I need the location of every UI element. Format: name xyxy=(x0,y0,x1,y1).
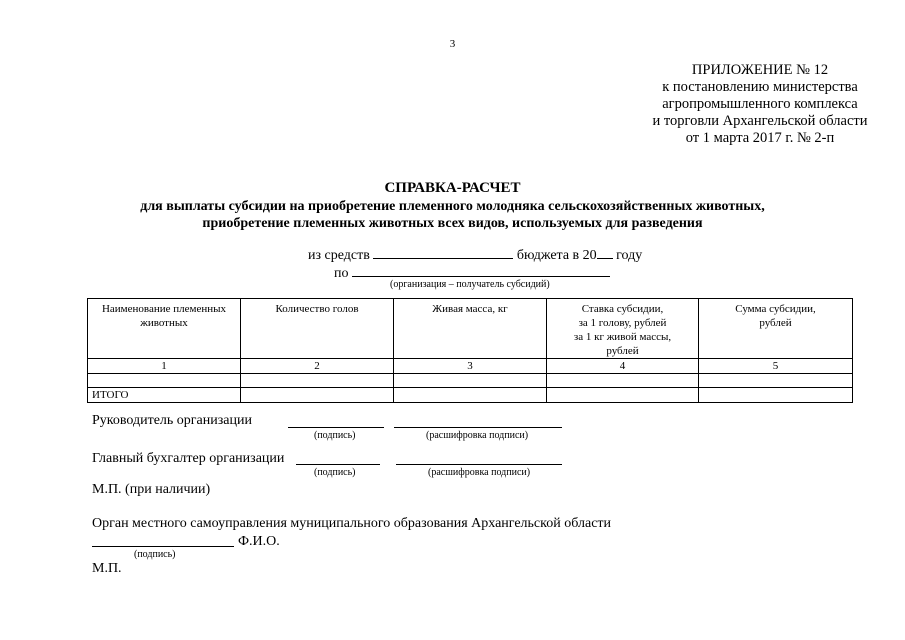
form-subtitle xyxy=(0,198,905,232)
appendix-line-4: и торговли Архангельской области xyxy=(652,113,868,129)
head-signature-caption: (подпись) xyxy=(314,430,356,441)
table-cell[interactable] xyxy=(394,388,547,403)
column-number: 4 xyxy=(547,359,699,374)
form-subtitle-line-1: для выплаты субсидии на приобретение племенного молодняка сельскохозяйственных животных, xyxy=(140,199,765,214)
table-row-total xyxy=(88,388,853,403)
table-cell[interactable] xyxy=(699,374,853,388)
organization-caption: (организация – получатель субсидий) xyxy=(390,279,550,290)
table-cell[interactable] xyxy=(394,374,547,388)
column-number: 5 xyxy=(699,359,853,374)
accountant-label: Главный бухгалтер организации xyxy=(92,451,285,466)
table-cell[interactable] xyxy=(699,388,853,403)
accountant-signature-line[interactable] xyxy=(296,464,380,465)
table-row xyxy=(88,374,853,388)
table-cell[interactable] xyxy=(547,374,699,388)
stamp-if-any: М.П. (при наличии) xyxy=(92,482,211,497)
column-number: 3 xyxy=(394,359,547,374)
by-label: по xyxy=(334,266,349,281)
budget-field[interactable] xyxy=(373,245,513,259)
subsidy-table xyxy=(87,298,853,403)
appendix-line-5: от 1 марта 2017 г. № 2-п xyxy=(685,130,835,146)
header-breed-name: Наименование племенных животных xyxy=(88,299,241,359)
table-cell[interactable] xyxy=(547,388,699,403)
funds-prefix: из средств xyxy=(308,248,370,263)
funds-middle: бюджета в 20 xyxy=(516,248,597,263)
funds-suffix: году xyxy=(616,248,643,263)
form-title: СПРАВКА-РАСЧЕТ xyxy=(384,180,521,196)
header-live-weight: Живая масса, кг xyxy=(394,299,547,359)
year-field[interactable] xyxy=(597,245,613,259)
appendix-block xyxy=(590,62,905,147)
table-cell[interactable] xyxy=(241,388,394,403)
header-head-count: Количество голов xyxy=(241,299,394,359)
accountant-decode-line[interactable] xyxy=(396,464,562,465)
page-number: 3 xyxy=(449,38,456,50)
appendix-line-3: агропромышленного комплекса xyxy=(662,96,858,112)
appendix-line-2: к постановлению министерства xyxy=(662,79,858,95)
table-header-row xyxy=(88,299,853,359)
funds-line xyxy=(308,245,642,264)
header-subsidy-rate: Ставка субсидии, за 1 голову, рублей за 1 кг живой массы, рублей xyxy=(547,299,699,359)
column-number: 2 xyxy=(241,359,394,374)
header-subsidy-sum: Сумма субсидии, рублей xyxy=(699,299,853,359)
stamp: М.П. xyxy=(92,561,122,576)
table-cell[interactable] xyxy=(88,374,241,388)
head-decode-line[interactable] xyxy=(394,427,562,428)
table-row-column-numbers xyxy=(88,359,853,374)
table-cell[interactable] xyxy=(241,374,394,388)
local-gov-signature-line[interactable] xyxy=(92,546,234,547)
column-number: 1 xyxy=(88,359,241,374)
fio-label: Ф.И.О. xyxy=(238,534,280,549)
total-label: ИТОГО xyxy=(88,388,241,403)
head-decode-caption: (расшифровка подписи) xyxy=(426,430,529,441)
appendix-line-1: ПРИЛОЖЕНИЕ № 12 xyxy=(691,62,829,78)
head-signature-line[interactable] xyxy=(288,427,384,428)
accountant-signature-caption: (подпись) xyxy=(314,467,356,478)
local-gov-label: Орган местного самоуправления муниципального образования Архангельской области xyxy=(92,516,612,531)
local-gov-signature-caption: (подпись) xyxy=(134,549,176,560)
organization-field[interactable] xyxy=(352,263,610,277)
head-label: Руководитель организации xyxy=(92,413,252,428)
form-subtitle-line-2: приобретение племенных животных всех видов, используемых для разведения xyxy=(202,216,703,231)
accountant-decode-caption: (расшифровка подписи) xyxy=(428,467,531,478)
